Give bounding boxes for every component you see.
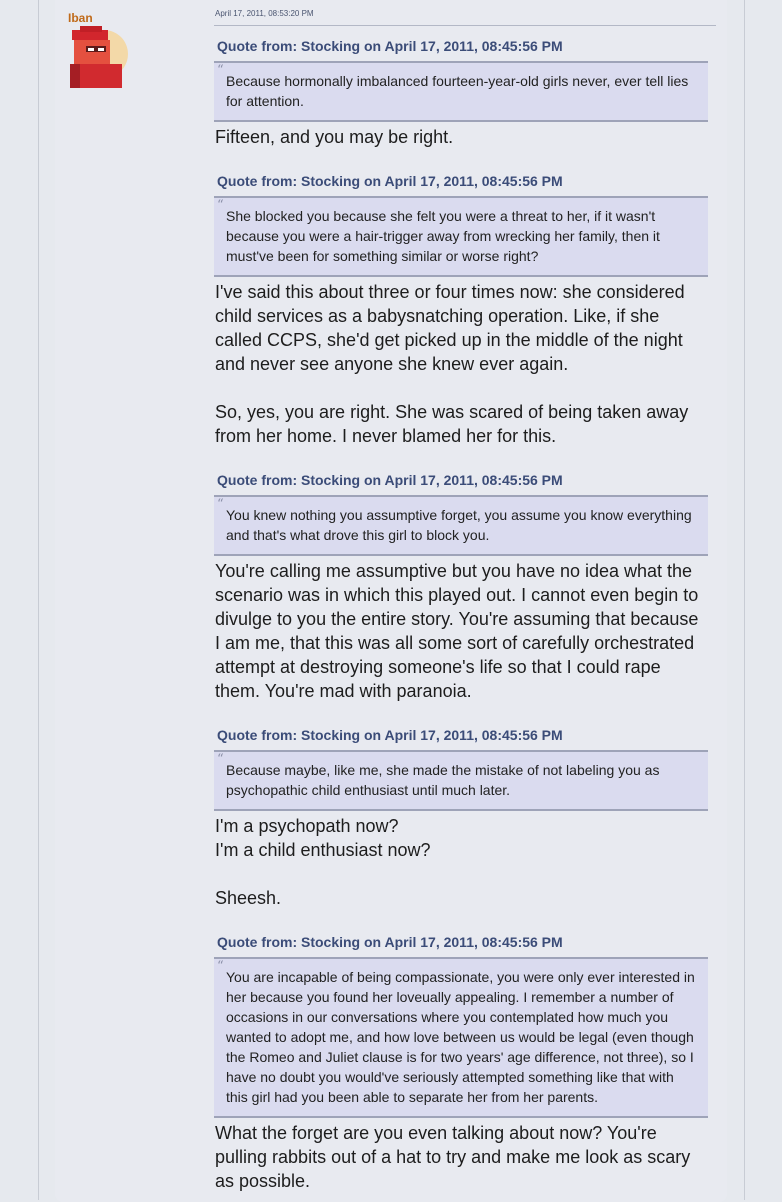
quote-box xyxy=(214,196,708,277)
reply-text xyxy=(215,125,708,149)
quote-text: Because maybe, like me, she made the mistake of not labeling you as psychopathic child enthusiast until much later. xyxy=(226,762,660,798)
quote-text: You are incapable of being compassionate, you were only ever interested in her because you found her loveually appealing. I remember a number of occasions in our conversations where you contemplated how much you wanted to adopt me, and how love between us would be legal (even though the Romeo and Juliet clause is for two years' age difference, not three), so I have no doubt you would've seriously attempted something like that with this girl had you been able to separate her from her parents. xyxy=(226,969,695,1105)
quote-box xyxy=(214,61,708,122)
quote-header-link[interactable]: Quote from: Stocking on April 17, 2011, 08:45:56 PM xyxy=(217,38,563,54)
reply-text xyxy=(215,280,708,448)
quote-text: She blocked you because she felt you were a threat to her, if it wasn't because you were a hair-trigger away from wrecking her family, then it must've been for something similar or worse right? xyxy=(226,208,660,264)
reply-text xyxy=(215,559,708,703)
quote-mark-icon: “ xyxy=(217,63,224,78)
quote-mark-icon: “ xyxy=(217,959,224,974)
reply-paragraph: So, yes, you are right. She was scared of being taken away from her home. I never blamed her for this. xyxy=(215,402,689,446)
quote-header-link[interactable]: Quote from: Stocking on April 17, 2011, 08:45:56 PM xyxy=(217,727,563,743)
quote-mark-icon: “ xyxy=(217,752,224,767)
reply-paragraph: Fifteen, and you may be right. xyxy=(215,127,454,147)
quote-header-link[interactable]: Quote from: Stocking on April 17, 2011, 08:45:56 PM xyxy=(217,173,563,189)
reply-paragraph: Sheesh. xyxy=(215,888,282,908)
quote-box xyxy=(214,957,708,1118)
left-frame-border xyxy=(38,0,39,1200)
quote-header-link[interactable]: Quote from: Stocking on April 17, 2011, 08:45:56 PM xyxy=(217,472,563,488)
header-divider xyxy=(214,25,716,26)
reply-paragraph: I've said this about three or four times now: she considered child services as a babysnatching operation. Like, if she called CCPS, she'd get picked up in the middle of the night and never see anyone she knew ever again. xyxy=(215,282,685,374)
red-blocky-character-avatar-icon[interactable] xyxy=(66,24,128,88)
quote-box xyxy=(214,750,708,811)
post-date: April 17, 2011, 08:53:20 PM xyxy=(215,9,314,18)
quote-header-link[interactable]: Quote from: Stocking on April 17, 2011, 08:45:56 PM xyxy=(217,934,563,950)
reply-paragraph: What the forget are you even talking about now? You're pulling rabbits out of a hat to try and make me look as scary as possible. xyxy=(215,1123,691,1191)
author-link[interactable]: Iban xyxy=(68,11,93,25)
post-body xyxy=(214,37,708,1193)
right-frame-border xyxy=(744,0,745,1200)
quote-mark-icon: “ xyxy=(217,497,224,512)
quote-text: You knew nothing you assumptive forget, you assume you know everything and that's what drove this girl to block you. xyxy=(226,507,692,543)
reply-paragraph: I'm a psychopath now? I'm a child enthusiast now? xyxy=(215,816,431,860)
reply-text xyxy=(215,814,708,910)
reply-text xyxy=(215,1121,708,1193)
reply-paragraph: You're calling me assumptive but you have no idea what the scenario was in which this played out. I cannot even begin to divulge to you the entire story. You're assuming that because I am me, that this was all some sort of carefully orchestrated attempt at destroying someone's life so that I could rape them. You're mad with paranoia. xyxy=(215,561,699,701)
quote-text: Because hormonally imbalanced fourteen-year-old girls never, ever tell lies for attention. xyxy=(226,73,689,109)
quote-box xyxy=(214,495,708,556)
quote-mark-icon: “ xyxy=(217,198,224,213)
